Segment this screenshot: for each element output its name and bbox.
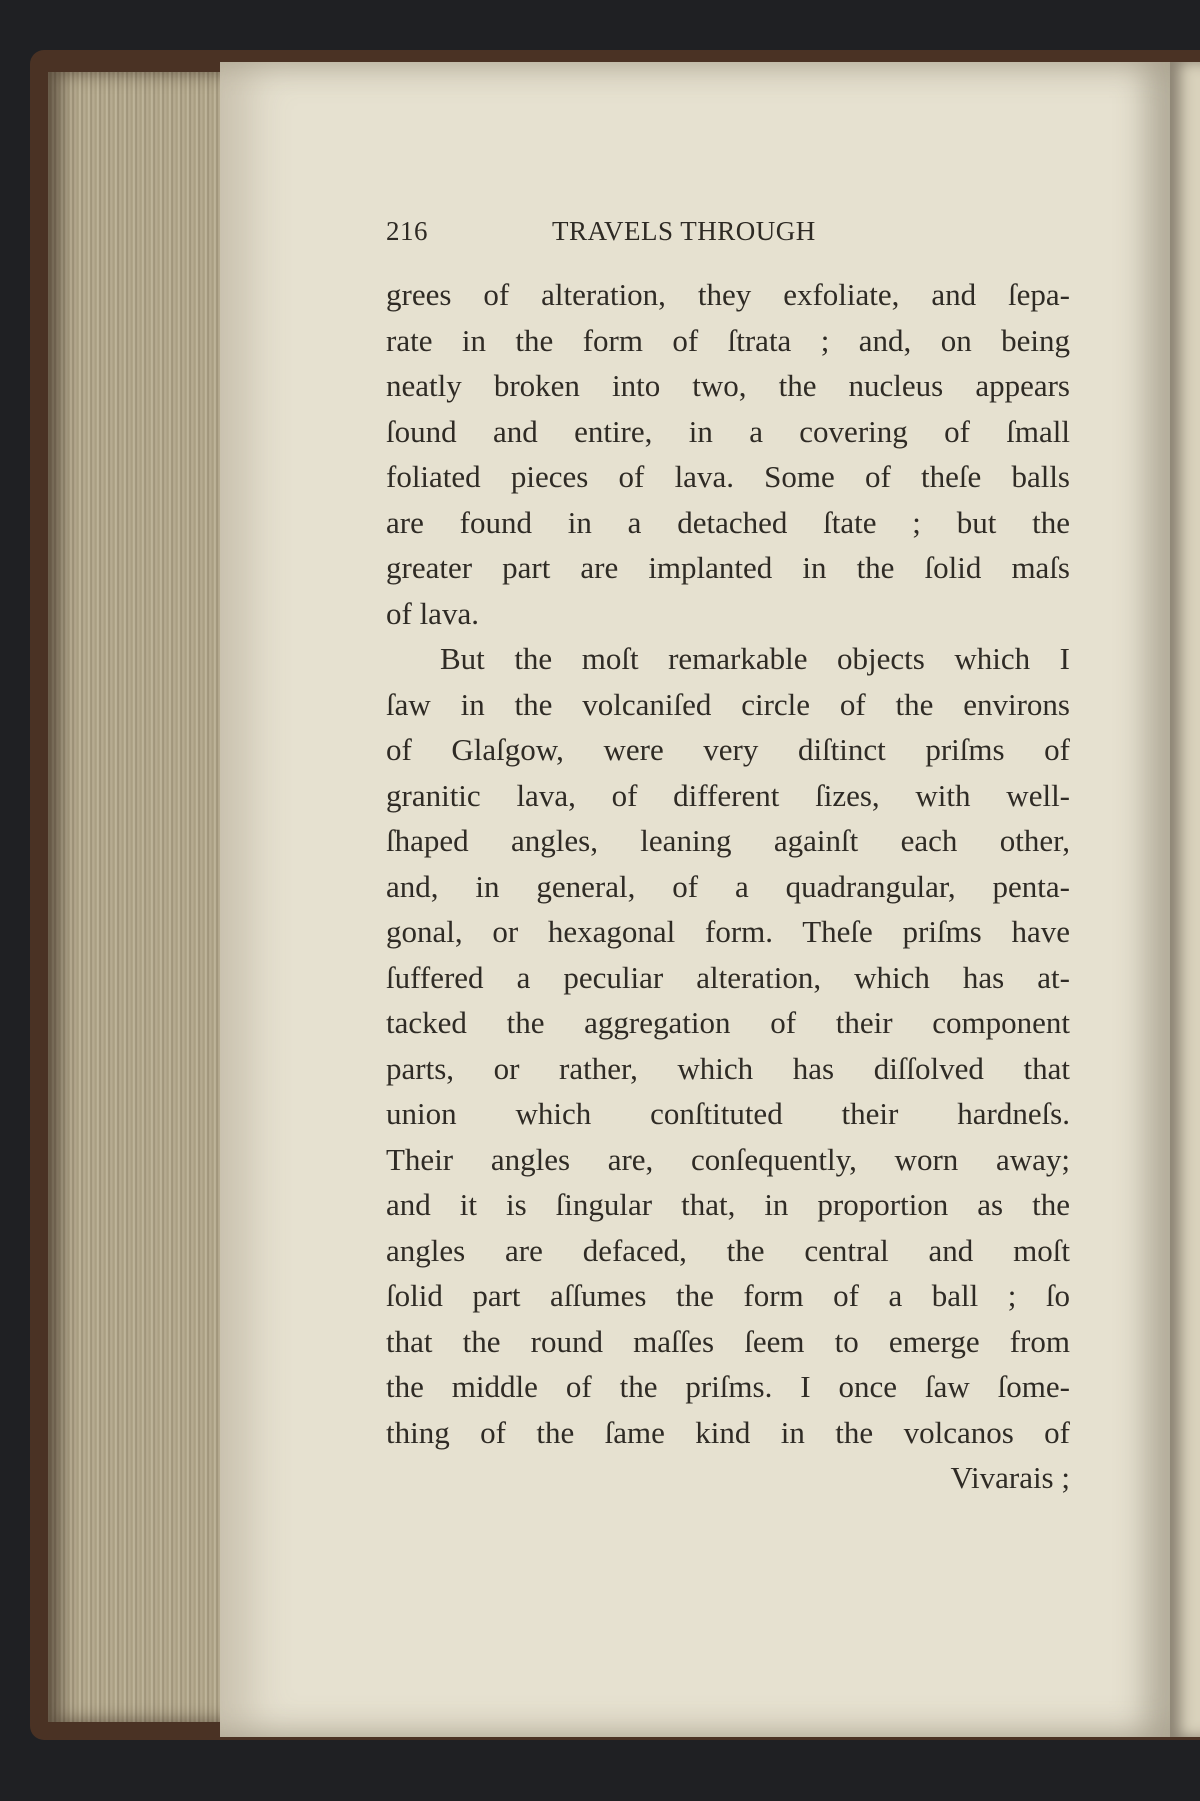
text-line: tacked the aggregation of their component	[386, 1005, 1070, 1040]
page-text	[386, 272, 1070, 1501]
text-line: neatly broken into two, the nucleus appears	[386, 368, 1070, 403]
text-line: union which conſtituted their hardneſs.	[386, 1096, 1070, 1131]
text-line: greater part are implanted in the ſolid maſs	[386, 550, 1070, 585]
text-line: rate in the form of ſtrata ; and, on being	[386, 322, 1070, 358]
text-line: granitic lava, of different ſizes, with well-	[386, 777, 1070, 813]
facing-page-edge	[1170, 62, 1200, 1737]
text-line: that the round maſſes ſeem to emerge from	[386, 1323, 1070, 1359]
text-line: gonal, or hexagonal form. Theſe priſms have	[386, 914, 1070, 949]
text-line: grees of alteration, they exfoliate, and ſepa-	[386, 277, 1070, 312]
text-line: ſaw in the volcaniſed circle of the environs	[386, 686, 1070, 722]
text-line: ſuffered a peculiar alteration, which has at-	[386, 959, 1070, 995]
catchword: Vivarais ;	[950, 1460, 1070, 1495]
text-line: of Glaſgow, were very diſtinct priſms of	[386, 732, 1070, 767]
text-line: ſolid part aſſumes the form of a ball ; ſo	[386, 1278, 1070, 1313]
text-line: foliated pieces of lava. Some of theſe balls	[386, 459, 1070, 494]
text-line: parts, or rather, which has diſſolved that	[386, 1050, 1070, 1086]
page-edges	[48, 72, 228, 1722]
text-line: ſhaped angles, leaning againſt each other,	[386, 823, 1070, 858]
text-line: Their angles are, conſequently, worn away;	[386, 1141, 1070, 1177]
text-line: the middle of the priſms. I once ſaw ſome-	[386, 1369, 1070, 1404]
text-line: of lava.	[386, 595, 479, 631]
text-line: ſound and entire, in a covering of ſmall	[386, 413, 1070, 449]
text-line: thing of the ſame kind in the volcanos of	[386, 1414, 1070, 1450]
text-line: and it is ſingular that, in proportion as the	[386, 1187, 1070, 1222]
page-number: 216	[386, 216, 428, 246]
text-line: But the moſt remarkable objects which I	[440, 641, 1070, 676]
text-line: are found in a detached ſtate ; but the	[386, 504, 1070, 540]
running-title: TRAVELS THROUGH	[552, 216, 816, 246]
text-line: angles are defaced, the central and moſt	[386, 1232, 1070, 1268]
text-line: and, in general, of a quadrangular, penta-	[386, 868, 1070, 904]
